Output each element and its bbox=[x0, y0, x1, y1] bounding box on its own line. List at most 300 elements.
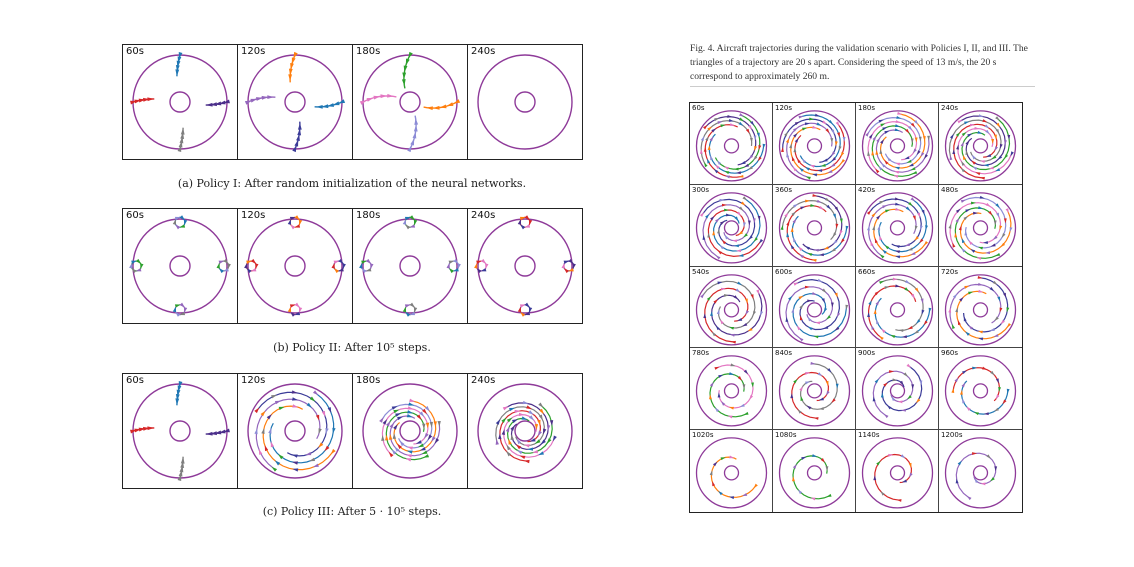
trajectory-marker bbox=[525, 303, 530, 308]
trajectory-marker bbox=[833, 232, 837, 237]
trajectory-marker bbox=[410, 139, 414, 146]
trajectory-marker bbox=[271, 395, 277, 399]
trajectory-marker bbox=[952, 149, 955, 154]
panel-time-label: 120s bbox=[775, 104, 793, 112]
trajectory-marker bbox=[267, 414, 272, 419]
panel-time-label: 60s bbox=[126, 375, 144, 386]
trajectory-marker bbox=[980, 160, 985, 163]
panel-time-label: 900s bbox=[858, 349, 876, 358]
trajectory-marker bbox=[799, 304, 803, 309]
trajectory-marker bbox=[819, 206, 824, 210]
trajectory-marker bbox=[707, 232, 710, 237]
trajectory-marker bbox=[334, 268, 339, 273]
figure-4-caption: Fig. 4. Aircraft trajectories during the validation scenario with Policies I, II, and III. The triangles of a trajectory are 20 s apart. Considering the speed of 13 m/s, the 20 s correspond to approximately 260 m. bbox=[690, 43, 1028, 82]
trajectory-marker bbox=[994, 134, 997, 139]
trajectory-panel bbox=[856, 267, 939, 349]
trajectory-panel bbox=[856, 185, 939, 267]
trajectory-marker bbox=[710, 382, 714, 387]
trajectory-panel bbox=[690, 103, 773, 185]
trajectory-marker bbox=[366, 259, 371, 264]
trajectory-marker bbox=[897, 112, 902, 115]
trajectory-marker bbox=[913, 149, 917, 154]
trajectory-marker bbox=[793, 379, 797, 384]
trajectory-marker bbox=[884, 414, 889, 418]
trajectory-marker bbox=[901, 454, 906, 458]
target-ring bbox=[285, 256, 305, 276]
target-ring bbox=[974, 139, 988, 153]
trajectory-marker bbox=[1010, 227, 1013, 232]
subfigure-caption: (a) Policy I: After random initialization of the neural networks. bbox=[177, 177, 527, 190]
trajectory-marker bbox=[310, 397, 315, 402]
trajectory-marker bbox=[810, 498, 815, 501]
trajectory-marker bbox=[528, 410, 534, 415]
boundary-ring bbox=[863, 356, 933, 426]
trajectory-panel bbox=[467, 373, 583, 489]
trajectory-marker bbox=[1000, 307, 1003, 312]
trajectory-line bbox=[386, 412, 426, 459]
panel-time-label: 1080s bbox=[775, 431, 797, 440]
trajectory-marker bbox=[408, 406, 414, 409]
trajectory-marker bbox=[275, 401, 281, 404]
trajectory-marker bbox=[999, 225, 1002, 230]
trajectory-marker bbox=[529, 415, 534, 420]
target-ring bbox=[808, 384, 822, 398]
trajectory-panel bbox=[773, 185, 856, 267]
trajectory-marker bbox=[254, 408, 259, 413]
trajectory-marker bbox=[841, 152, 845, 157]
trajectory-panel bbox=[773, 430, 856, 512]
panel-time-label: 60s bbox=[126, 210, 144, 221]
trajectory-marker bbox=[911, 138, 914, 143]
trajectory-marker bbox=[895, 284, 900, 287]
target-ring bbox=[808, 466, 822, 480]
trajectory-marker bbox=[279, 407, 285, 410]
trajectory-panel bbox=[467, 208, 583, 324]
target-ring bbox=[515, 92, 535, 112]
trajectory-marker bbox=[954, 378, 958, 383]
trajectory-marker bbox=[751, 294, 754, 299]
trajectory-marker bbox=[1002, 233, 1006, 238]
boundary-ring bbox=[248, 219, 342, 313]
trajectory-marker bbox=[516, 444, 521, 449]
trajectory-marker bbox=[292, 404, 298, 407]
trajectory-marker bbox=[882, 205, 887, 208]
trajectory-panel bbox=[122, 373, 238, 489]
trajectory-marker bbox=[292, 455, 298, 458]
trajectory-marker bbox=[521, 416, 527, 419]
trajectory-marker bbox=[895, 167, 900, 170]
trajectory-marker bbox=[313, 390, 318, 395]
trajectory-marker bbox=[737, 318, 742, 321]
trajectory-marker bbox=[757, 133, 760, 138]
trajectory-marker bbox=[520, 224, 525, 229]
trajectory-marker bbox=[890, 335, 895, 338]
trajectory-marker bbox=[250, 99, 257, 103]
trajectory-marker bbox=[729, 327, 734, 330]
trajectory-panel bbox=[856, 348, 939, 430]
trajectory-marker bbox=[982, 119, 987, 122]
trajectory-marker bbox=[343, 263, 346, 269]
trajectory-marker bbox=[720, 124, 725, 127]
trajectory-marker bbox=[970, 249, 975, 253]
subfigure-caption: (b) Policy II: After 10⁵ steps. bbox=[273, 341, 431, 354]
target-ring bbox=[974, 384, 988, 398]
trajectory-marker bbox=[825, 197, 830, 201]
trajectory-marker bbox=[831, 151, 835, 156]
panel-time-label: 840s bbox=[775, 349, 793, 358]
trajectory-marker bbox=[734, 295, 739, 299]
trajectory-panel bbox=[939, 103, 1022, 185]
trajectory-marker bbox=[288, 74, 292, 81]
trajectory-marker bbox=[710, 136, 714, 141]
trajectory-marker bbox=[410, 303, 415, 308]
panel-time-label: 240s bbox=[941, 104, 959, 112]
trajectory-marker bbox=[799, 386, 803, 391]
trajectory-marker bbox=[447, 102, 454, 106]
trajectory-marker bbox=[902, 480, 907, 483]
trajectory-marker bbox=[901, 409, 906, 412]
trajectory-marker bbox=[407, 414, 413, 417]
boundary-ring bbox=[248, 384, 342, 478]
trajectory-marker bbox=[875, 168, 879, 173]
trajectory-marker bbox=[976, 257, 981, 260]
trajectory-marker bbox=[994, 146, 998, 151]
boundary-ring bbox=[863, 438, 933, 508]
trajectory-marker bbox=[316, 415, 319, 421]
trajectory-marker bbox=[880, 139, 884, 144]
trajectory-marker bbox=[1010, 151, 1013, 156]
trajectory-marker bbox=[743, 412, 748, 415]
trajectory-marker bbox=[983, 241, 988, 244]
trajectory-marker bbox=[836, 121, 840, 126]
trajectory-marker bbox=[881, 393, 884, 398]
trajectory-marker bbox=[958, 461, 962, 466]
trajectory-marker bbox=[729, 456, 734, 459]
trajectory-marker bbox=[449, 268, 454, 273]
trajectory-marker bbox=[912, 171, 917, 174]
trajectory-marker bbox=[754, 237, 758, 242]
trajectory-marker bbox=[788, 295, 792, 300]
target-ring bbox=[891, 466, 905, 480]
panel-time-label: 540s bbox=[692, 267, 710, 276]
panel-time-label: 60s bbox=[692, 104, 705, 112]
trajectory-marker bbox=[895, 124, 900, 127]
trajectory-marker bbox=[879, 149, 882, 154]
trajectory-marker bbox=[474, 263, 477, 269]
trajectory-line bbox=[879, 199, 926, 251]
trajectory-marker bbox=[737, 281, 742, 285]
panel-time-label: 420s bbox=[858, 185, 876, 194]
trajectory-marker bbox=[973, 212, 978, 215]
trajectory-marker bbox=[724, 166, 729, 169]
trajectory-marker bbox=[325, 428, 328, 434]
trajectory-marker bbox=[180, 303, 185, 308]
trajectory-marker bbox=[173, 306, 176, 312]
boundary-ring bbox=[946, 438, 1016, 508]
trajectory-marker bbox=[875, 238, 878, 243]
trajectory-marker bbox=[754, 146, 757, 151]
trajectory-line bbox=[869, 199, 921, 246]
target-ring bbox=[515, 421, 535, 441]
trajectory-marker bbox=[974, 412, 979, 415]
target-ring bbox=[725, 139, 739, 153]
panel-time-label: 240s bbox=[471, 210, 496, 221]
trajectory-marker bbox=[131, 268, 136, 273]
trajectory-marker bbox=[805, 246, 810, 250]
trajectory-marker bbox=[370, 263, 373, 269]
trajectory-marker bbox=[724, 171, 729, 174]
trajectory-marker bbox=[994, 220, 997, 225]
trajectory-marker bbox=[754, 484, 758, 489]
trajectory-marker bbox=[701, 136, 704, 141]
trajectory-marker bbox=[717, 309, 720, 314]
trajectory-marker bbox=[705, 214, 709, 219]
trajectory-marker bbox=[786, 220, 789, 225]
trajectory-marker bbox=[898, 329, 903, 332]
trajectory-marker bbox=[964, 316, 967, 321]
trajectory-marker bbox=[980, 196, 985, 199]
trajectory-panel bbox=[773, 267, 856, 349]
trajectory-marker bbox=[318, 443, 323, 448]
trajectory-marker bbox=[758, 145, 761, 150]
trajectory-marker bbox=[256, 97, 263, 101]
trajectory-marker bbox=[978, 206, 983, 209]
trajectory-marker bbox=[810, 165, 815, 168]
trajectory-marker bbox=[386, 421, 390, 427]
trajectory-marker bbox=[826, 381, 829, 386]
trajectory-marker bbox=[568, 259, 573, 264]
boundary-ring bbox=[363, 384, 457, 478]
trajectory-marker bbox=[718, 121, 723, 124]
boundary-ring bbox=[248, 55, 342, 149]
trajectory-marker bbox=[721, 458, 726, 461]
trajectory-marker bbox=[246, 268, 251, 273]
trajectory-marker bbox=[272, 467, 277, 472]
trajectory-marker bbox=[978, 289, 983, 292]
trajectory-marker bbox=[292, 57, 296, 64]
trajectory-marker bbox=[868, 300, 871, 305]
trajectory-marker bbox=[822, 120, 827, 124]
target-ring bbox=[285, 421, 305, 441]
trajectory-marker bbox=[184, 220, 187, 226]
trajectory-marker bbox=[407, 410, 413, 413]
trajectory-marker bbox=[745, 310, 749, 315]
trajectory-marker bbox=[292, 397, 298, 400]
boundary-ring bbox=[133, 219, 227, 313]
trajectory-line bbox=[382, 408, 428, 454]
trajectory-marker bbox=[885, 210, 890, 213]
trajectory-marker bbox=[496, 419, 500, 425]
boundary-ring bbox=[697, 356, 767, 426]
trajectory-marker bbox=[876, 319, 879, 324]
panel-time-label: 240s bbox=[471, 46, 496, 57]
trajectory-marker bbox=[962, 383, 966, 388]
trajectory-marker bbox=[908, 247, 913, 250]
trajectory-panel bbox=[352, 373, 468, 489]
trajectory-marker bbox=[705, 136, 709, 141]
target-ring bbox=[400, 92, 420, 112]
trajectory-marker bbox=[821, 164, 826, 167]
trajectory-marker bbox=[982, 367, 987, 370]
trajectory-marker bbox=[290, 224, 295, 229]
trajectory-marker bbox=[529, 220, 532, 226]
trajectory-marker bbox=[799, 254, 804, 258]
trajectory-marker bbox=[424, 433, 429, 439]
trajectory-marker bbox=[968, 291, 973, 294]
trajectory-marker bbox=[795, 138, 799, 143]
trajectory-marker bbox=[390, 423, 395, 429]
trajectory-marker bbox=[743, 385, 746, 390]
trajectory-marker bbox=[379, 417, 384, 423]
target-ring bbox=[891, 302, 905, 316]
trajectory-marker bbox=[265, 445, 268, 451]
trajectory-marker bbox=[916, 399, 920, 404]
trajectory-panel bbox=[237, 44, 353, 160]
trajectory-panel bbox=[939, 348, 1022, 430]
trajectory-panel bbox=[690, 430, 773, 512]
trajectory-marker bbox=[841, 238, 845, 243]
trajectory-marker bbox=[393, 424, 398, 430]
trajectory-marker bbox=[872, 225, 875, 230]
trajectory-marker bbox=[895, 163, 900, 166]
trajectory-marker bbox=[217, 263, 220, 269]
trajectory-marker bbox=[292, 461, 298, 464]
trajectory-marker bbox=[807, 406, 812, 410]
trajectory-marker bbox=[405, 458, 411, 461]
panel-time-label: 600s bbox=[775, 267, 793, 276]
trajectory-marker bbox=[714, 367, 719, 370]
trajectory-marker bbox=[481, 259, 486, 264]
trajectory-marker bbox=[717, 250, 722, 254]
trajectory-line bbox=[711, 457, 755, 497]
trajectory-marker bbox=[423, 454, 429, 458]
trajectory-panel bbox=[237, 373, 353, 489]
trajectory-marker bbox=[895, 202, 900, 205]
panel-time-label: 120s bbox=[241, 210, 266, 221]
trajectory-marker bbox=[704, 147, 707, 152]
trajectory-marker bbox=[718, 393, 721, 398]
trajectory-marker bbox=[905, 280, 910, 284]
boundary-ring bbox=[363, 55, 457, 149]
trajectory-marker bbox=[422, 424, 425, 430]
trajectory-marker bbox=[993, 280, 998, 284]
trajectory-marker bbox=[431, 436, 435, 442]
trajectory-marker bbox=[129, 263, 132, 269]
trajectory-line bbox=[263, 406, 333, 470]
trajectory-marker bbox=[831, 302, 834, 307]
trajectory-marker bbox=[876, 138, 880, 143]
target-ring bbox=[170, 256, 190, 276]
trajectory-marker bbox=[826, 494, 831, 497]
trajectory-marker bbox=[527, 447, 533, 450]
trajectory-marker bbox=[885, 286, 890, 289]
trajectory-marker bbox=[498, 433, 501, 439]
trajectory-marker bbox=[986, 154, 991, 157]
trajectory-marker bbox=[710, 155, 713, 160]
trajectory-marker bbox=[896, 116, 901, 119]
trajectory-marker bbox=[784, 212, 788, 217]
trajectory-marker bbox=[739, 118, 744, 122]
trajectory-marker bbox=[959, 225, 962, 230]
trajectory-marker bbox=[547, 438, 552, 444]
trajectory-marker bbox=[219, 268, 224, 273]
trajectory-marker bbox=[305, 452, 311, 455]
trajectory-marker bbox=[760, 311, 763, 316]
trajectory-marker bbox=[538, 403, 543, 408]
trajectory-marker bbox=[553, 436, 557, 442]
trajectory-marker bbox=[895, 128, 900, 131]
trajectory-marker bbox=[877, 225, 880, 230]
trajectory-marker bbox=[924, 320, 928, 325]
trajectory-marker bbox=[228, 263, 231, 269]
trajectory-marker bbox=[485, 263, 488, 269]
panel-time-label: 60s bbox=[126, 46, 144, 57]
trajectory-marker bbox=[367, 98, 374, 102]
trajectory-marker bbox=[1006, 208, 1009, 213]
trajectory-marker bbox=[836, 384, 839, 389]
trajectory-marker bbox=[977, 131, 982, 134]
trajectory-marker bbox=[406, 59, 410, 66]
trajectory-marker bbox=[805, 285, 810, 288]
trajectory-marker bbox=[271, 441, 274, 447]
trajectory-line bbox=[869, 204, 916, 256]
trajectory-marker bbox=[876, 300, 880, 305]
trajectory-marker bbox=[911, 385, 914, 390]
boundary-ring bbox=[780, 356, 850, 426]
trajectory-marker bbox=[730, 123, 735, 126]
trajectory-marker bbox=[562, 263, 565, 269]
trajectory-panel bbox=[939, 267, 1022, 349]
trajectory-marker bbox=[839, 146, 842, 151]
trajectory-marker bbox=[753, 218, 756, 223]
trajectory-marker bbox=[447, 263, 450, 269]
trajectory-marker bbox=[955, 307, 958, 312]
trajectory-marker bbox=[817, 200, 822, 203]
trajectory-marker bbox=[905, 243, 910, 246]
trajectory-marker bbox=[712, 230, 715, 235]
trajectory-marker bbox=[361, 268, 366, 273]
trajectory-marker bbox=[922, 309, 925, 314]
trajectory-marker bbox=[812, 292, 817, 295]
trajectory-marker bbox=[913, 215, 916, 220]
trajectory-marker bbox=[380, 94, 387, 98]
boundary-ring bbox=[133, 55, 227, 149]
panel-time-label: 180s bbox=[356, 375, 381, 386]
trajectory-panel bbox=[690, 185, 773, 267]
trajectory-panel bbox=[467, 44, 583, 160]
trajectory-marker bbox=[758, 156, 762, 161]
trajectory-marker bbox=[909, 473, 913, 478]
trajectory-marker bbox=[813, 335, 818, 338]
trajectory-marker bbox=[808, 326, 813, 330]
trajectory-marker bbox=[837, 312, 841, 317]
trajectory-marker bbox=[407, 451, 413, 454]
trajectory-marker bbox=[704, 162, 707, 167]
trajectory-marker bbox=[961, 142, 964, 147]
target-ring bbox=[170, 421, 190, 441]
trajectory-marker bbox=[909, 463, 912, 468]
trajectory-marker bbox=[833, 213, 836, 218]
panel-time-label: 720s bbox=[941, 267, 959, 276]
trajectory-line bbox=[710, 374, 746, 417]
trajectory-marker bbox=[333, 101, 340, 105]
trajectory-marker bbox=[985, 124, 990, 128]
trajectory-marker bbox=[826, 466, 829, 471]
trajectory-marker bbox=[815, 114, 820, 117]
trajectory-marker bbox=[873, 475, 876, 480]
trajectory-marker bbox=[739, 122, 744, 126]
trajectory-marker bbox=[812, 454, 817, 457]
